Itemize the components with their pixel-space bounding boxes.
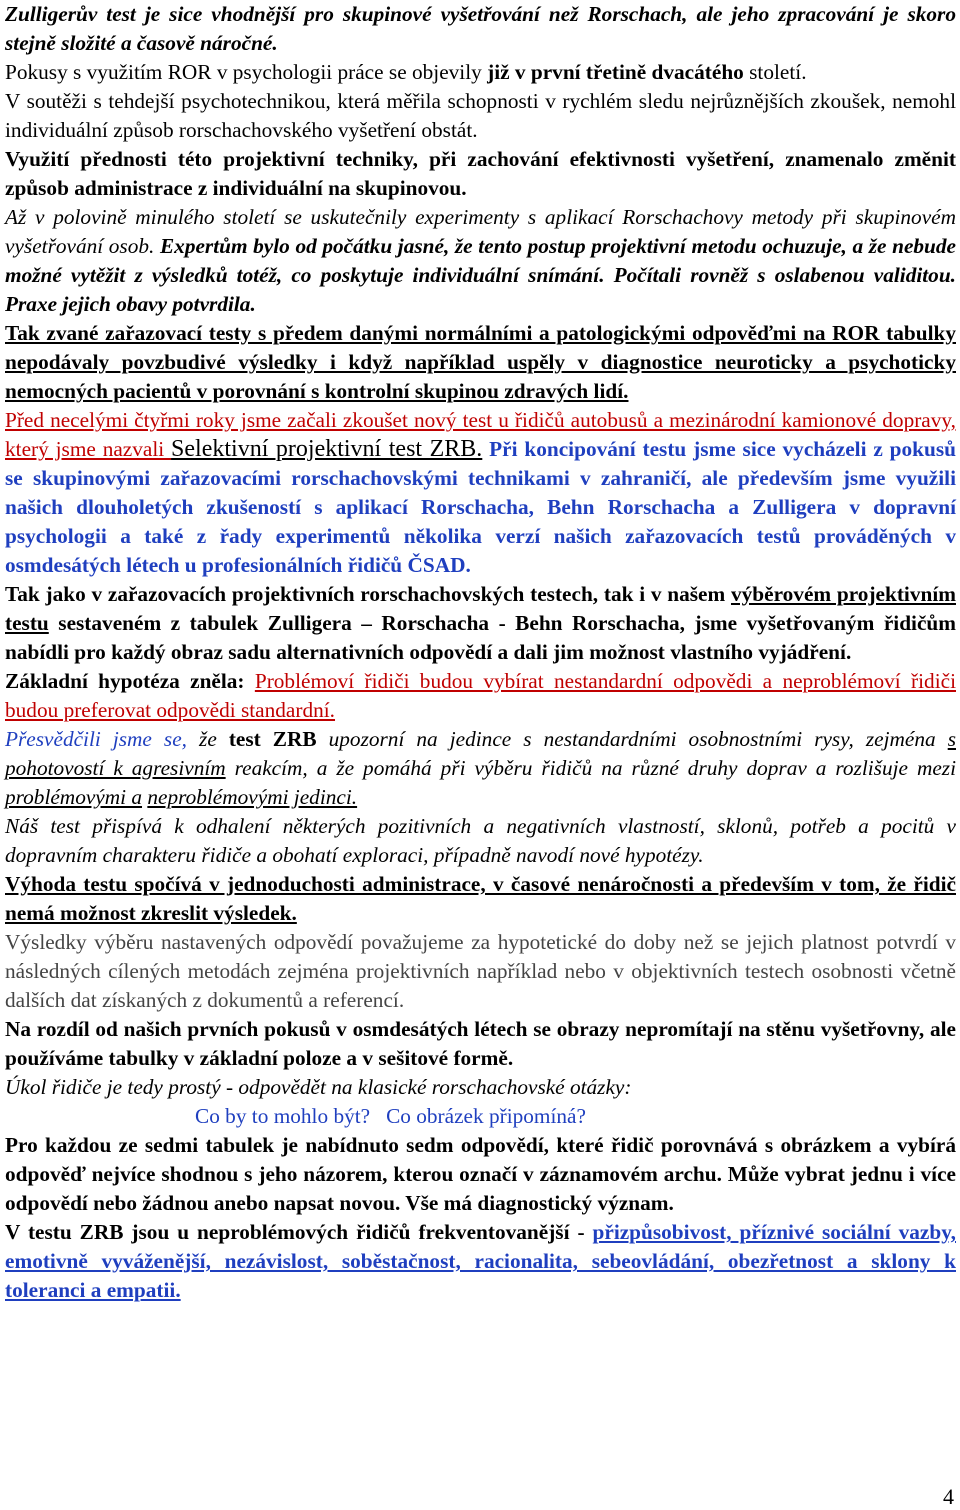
text-run: Výhoda testu spočívá v jednoduchosti administrace, v časové nenáročnosti a především v tom, že řidič nemá možnost zkreslit výsledek. [5, 872, 956, 925]
text-run-blue: přizpůsobivost, příznivé sociální vazby, emotivně vyváženější, nezávislost, soběstačnost, racionalita, sebeovládání, obezřetnost a sklony k toleranci a empatii. [5, 1220, 956, 1302]
paragraph-zrb-intro [5, 406, 956, 580]
text-run: Pro každou ze sedmi tabulek je nabídnuto sedm odpovědí, které řidič porovnává s obrázkem a vybírá odpověď nejvíce shodnou s jeho názorem, kterou označí v záznamovém archu. Může vybrat jednu i více odpovědí nebo žádnou anebo napsat novou. Vše má diagnostický význam. [5, 1133, 956, 1215]
paragraph-zulliger [5, 0, 956, 58]
text-run-underlined: neproblémovými jedinci. [147, 785, 358, 809]
text-run-bold: test ZRB [228, 727, 317, 751]
test-name-zrb: Selektivní projektivní test ZRB. [171, 436, 483, 462]
text-run: Tak jako v zařazovacích projektivních rorschachovských testech, tak i v našem [5, 582, 731, 606]
paragraph-difference [5, 1015, 956, 1073]
text-run: že [186, 727, 229, 751]
text-run: upozorní na jedince s nestandardními osobnostními rysy, zejména [316, 727, 948, 751]
paragraph-findings [5, 725, 956, 812]
text-run-underlined: výběrovém projektivním testu [5, 582, 956, 635]
document-page [5, 0, 956, 1305]
text-run: století. [743, 60, 807, 84]
text-run-blue: Při koncipování testu jsme sice vycházeli z pokusů se skupinovými zařazovacími rorschachovskými technikami v zahraničí, ale především jsme využili našich dlouholetých zkušeností s aplikací Rorschacha, Behn Rorschacha a Zulligera v dopravní psychologii a také z řady experimentů několika verzí našich zařazovacích testů prováděných v osmdesátých létech u profesionálních řidičů ČSAD. [5, 437, 956, 577]
page-number: 4 [943, 1484, 954, 1509]
text-run: Tak zvané zařazovací testy s předem danými normálními a patologickými odpověďmi na ROR tabulky nepodávaly povzbudivé výsledky i když například uspěly v diagnostice neuroticky a psychoticky nemocných pacientů v porovnání s kontrolní skupinou zdravých lidí. [5, 321, 956, 403]
paragraph-advantage [5, 870, 956, 928]
hypothesis-text: Problémoví řidiči budou vybírat nestandardní odpovědi a neproblémoví řidiči budou preferovat odpovědi standardní. [5, 669, 956, 722]
paragraph-hypothesis [5, 667, 956, 725]
paragraph-ror-history [5, 58, 956, 87]
text-run-blue: Co by to mohlo být? Co obrázek připomíná? [195, 1104, 586, 1128]
text-run: Pokusy s využitím ROR v psychologii práce se objevily [5, 60, 488, 84]
text-run: Využití přednosti této projektivní techniky, při zachování efektivnosti vyšetření, znamenalo změnit způsob administrace z individuální na skupinovou. [5, 147, 956, 200]
text-run: Základní hypotéza zněla: [5, 669, 255, 693]
text-run: Na rozdíl od našich prvních pokusů v osmdesátých létech se obrazy nepromítají na stěnu vyšetřovny, ale používáme tabulky v základní poloze a v sešitové formě. [5, 1017, 956, 1070]
paragraph-classification-tests [5, 319, 956, 406]
paragraph-task [5, 1073, 956, 1102]
text-run: Až v polovině minulého století se uskutečnily experimenty s aplikací Rorschachovy metody při skupinovém vyšetřování osob. [5, 205, 956, 258]
paragraph-tables [5, 1131, 956, 1218]
paragraph-selection-test [5, 580, 956, 667]
paragraph-zrb-traits [5, 1218, 956, 1305]
paragraph-psychotechnics [5, 87, 956, 145]
text-run: reakcím, a že pomáhá při výběru řidičů na různé druhy doprav a rozlišuje mezi [225, 756, 956, 780]
paragraph-results [5, 928, 956, 1015]
text-run-bold: již v první třetině dvacátého [487, 60, 744, 84]
text-run-blue: Přesvědčili jsme se, [5, 727, 187, 751]
paragraph-experiments [5, 203, 956, 319]
text-run-underlined: problémovými a [5, 785, 143, 809]
text-run: sestaveném z tabulek Zulligera – Rorschacha - Behn Rorschacha, jsme vyšetřovaným řidičům nabídli pro každý obraz sadu alternativních odpovědí a dali jim možnost vlastního vyjádření. [5, 611, 956, 664]
paragraph-questions [5, 1102, 956, 1131]
text-run: Výsledky výběru nastavených odpovědí považujeme za hypotetické do doby než se jejich platnost potvrdí v následných cílených metodách zejména projektivních například nebo v objektivních testech osobnosti včetně dalších dat získaných z dokumentů a referencí. [5, 930, 956, 1012]
text-run: Zulligerův test je sice vhodnější pro skupinové vyšetřování než Rorschach, ale jeho zpracování je skoro stejně složité a časově náročné. [5, 2, 956, 55]
text-run: V testu ZRB jsou u neproblémových řidičů frekventovanější - [5, 1220, 593, 1244]
text-run: Náš test přispívá k odhalení některých pozitivních a negativních vlastností, sklonů, potřeb a pocitů v dopravním charakteru řidiče a obohatí exploraci, případně navodí nové hypotézy. [5, 814, 956, 867]
text-run-red: Před necelými čtyřmi roky jsme začali zkoušet nový test u řidičů autobusů a mezinárodní kamionové dopravy, který jsme nazvali [5, 408, 956, 461]
text-run: V soutěži s tehdejší psychotechnikou, která měřila schopnosti v rychlém sledu nejrůznějších zkoušek, nemohl individuální způsob rorschachovského vyšetření obstát. [5, 89, 956, 142]
paragraph-projective-technique [5, 145, 956, 203]
text-run-bold: Expertům bylo od počátku jasné, že tento postup projektivní metodu ochuzuje, a že nebude možné vytěžit z výsledků totéž, co poskytuje individuální snímání. Počítali rovněž s oslabenou validitou. Praxe jejich obavy potvrdila. [5, 234, 956, 316]
text-run: Úkol řidiče je tedy prostý - odpovědět na klasické rorschachovské otázky: [5, 1075, 632, 1099]
text-run-underlined: s pohotovostí k agresivním [5, 727, 956, 780]
paragraph-test-contribution [5, 812, 956, 870]
